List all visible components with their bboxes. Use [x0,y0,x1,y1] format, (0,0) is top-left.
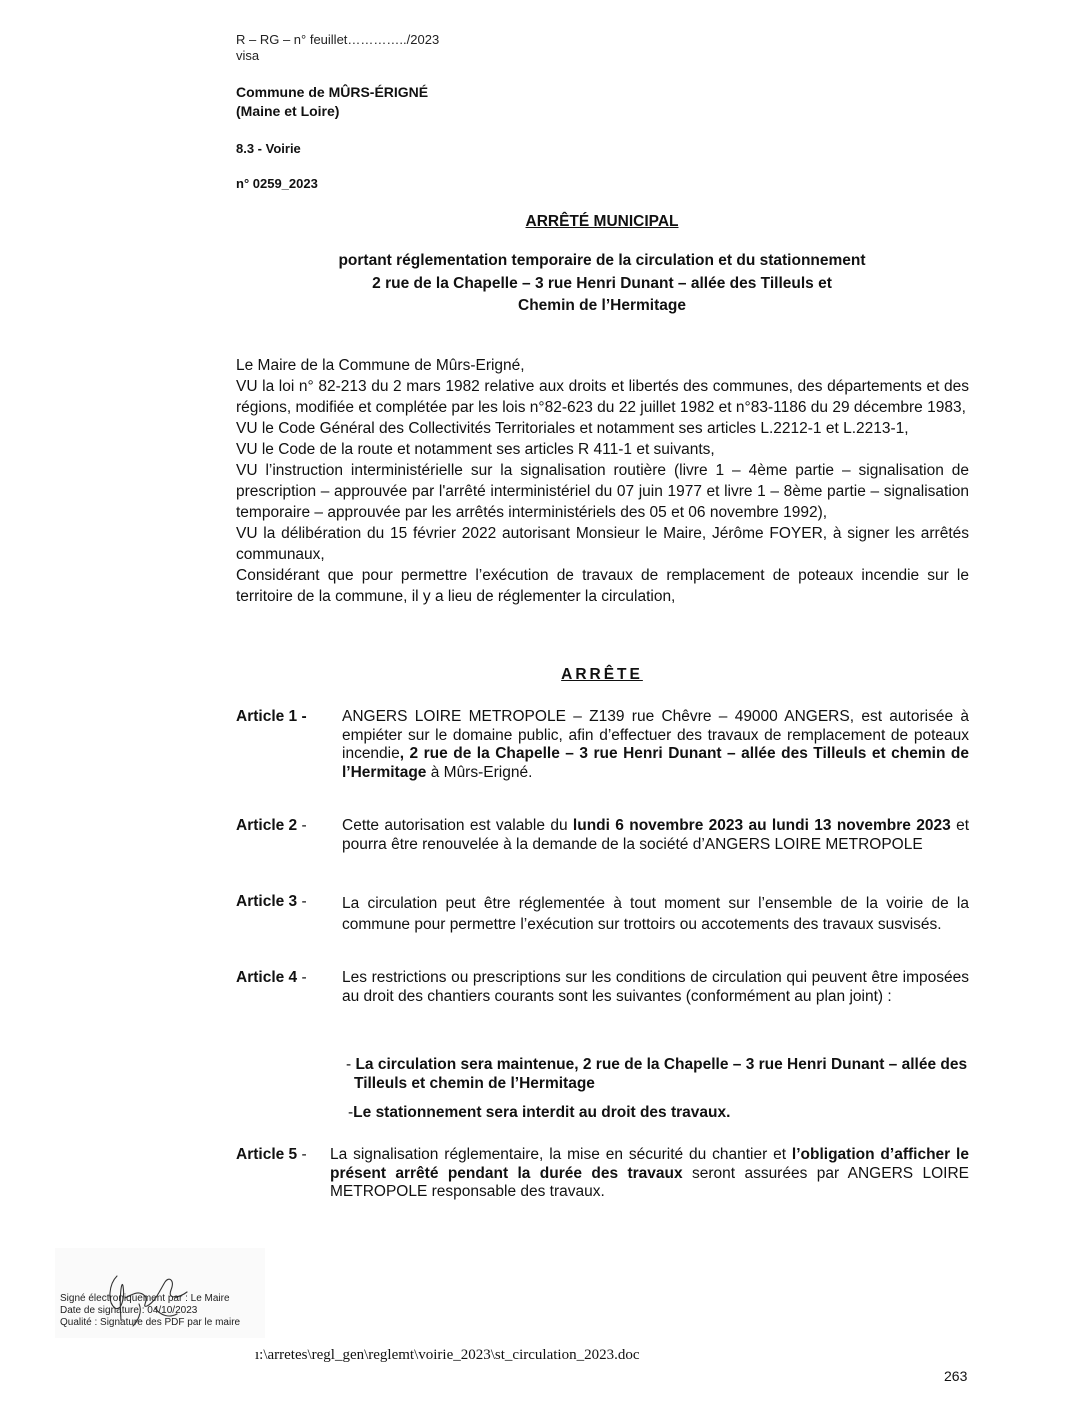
preamble-paragraph: Considérant que pour permettre l’exécution de travaux de remplacement de poteaux incendie sur le territoire de la commune, il y a lieu de réglementer la circulation, [236,567,969,605]
article-4-bullet-2 [348,1104,968,1123]
article-label-dash: - [297,708,307,725]
article-label-text: Article 2 [236,817,298,834]
preamble-paragraph: VU la délibération du 15 février 2022 autorisant Monsieur le Maire, Jérôme FOYER, à signer les arrêtés communaux, [236,525,969,563]
article-3-label [236,893,307,911]
department-name: (Maine et Loire) [236,103,340,119]
subtitle-line: portant réglementation temporaire de la circulation et du stationnement [338,252,866,269]
document-subtitle [282,250,922,318]
article-text-part: La signalisation réglementaire, la mise en sécurité du chantier et [330,1146,792,1163]
article-5-text [330,1146,969,1202]
bullet-text: La circulation sera maintenue, 2 rue de la Chapelle – 3 rue Henri Dunant – allée des Tilleuls et chemin de l’Hermitage [354,1056,968,1092]
signature-line: Signé électroniquement par : Le Maire [60,1293,230,1304]
reference-line: R – RG – n° feuillet…………../2023 [236,32,440,47]
preamble-paragraph: VU le Code de la route et notamment ses articles R 411-1 et suivants, [236,441,715,458]
bullet-prefix: - [348,1104,354,1121]
article-text-part: Cette autorisation est valable du [342,817,573,834]
article-label-text: Article 4 [236,969,298,986]
article-4-bullet-1 [346,1056,970,1093]
article-label-dash: - [297,969,307,986]
article-text-part: seront assurées par ANGERS LOIRE METROPOLE responsable des travaux. [330,1164,969,1200]
category-label: 8.3 - Voirie [236,141,301,156]
preamble-paragraph: VU le Code Général des Collectivités Territoriales et notamment ses articles L.2212-1 et L.2213-1, [236,420,909,437]
article-label-dash: - [297,817,307,834]
document-title: ARRÊTÉ MUNICIPAL [525,213,679,230]
article-text-bold: lundi 6 novembre 2023 au lundi 13 novembre 2023 [572,817,951,834]
preamble-paragraph: VU l’instruction interministérielle sur la signalisation routière (livre 1 – 4ème partie – signalisation de prescription – approuvée par l'arrêté interministériel du 07 juin 1977 et livre 1 – 8ème partie – signalisation temporaire – approuvée par les arrêtés interministériels des 05 et 06 novembre 1992), [236,462,969,521]
commune-name: Commune de MÛRS-ÉRIGNÉ [236,84,429,100]
visa-label: visa [236,48,260,63]
article-label-text: Article 3 [236,893,298,910]
footer-file-path: ı:\arretes\regl_gen\reglemt\voirie_2023\st_circulation_2023.doc [255,1347,640,1363]
article-1-label [236,708,307,726]
article-text-part: et pourra être renouvelée à la demande de la société d’ANGERS LOIRE METROPOLE [342,817,970,853]
preamble [236,355,969,607]
article-5-label [236,1146,307,1164]
article-text-bold: , 2 rue de la Chapelle – 3 rue Henri Dunant – allée des Tilleuls et chemin de l’Hermitage [342,745,969,781]
article-2-text [342,817,969,854]
article-4-label [236,969,307,987]
bullet-text: Le stationnement sera interdit au droit des travaux. [353,1104,731,1121]
page-number: 263 [944,1368,968,1384]
signature-line: Qualité : Signature des PDF par le maire [60,1317,241,1328]
decree-number: n° 0259_2023 [236,176,318,191]
bullet-prefix: - [346,1056,356,1073]
article-text-part: ANGERS LOIRE METROPOLE – Z139 rue Chêvre – 49000 ANGERS, est autorisée à empiéter sur le domaine public, afin d’effectuer des travaux de remplacement de poteaux incendie [342,708,969,762]
article-label-text: Article 5 [236,1146,298,1163]
article-label-dash: - [297,1146,307,1163]
arrete-heading: ARRÊTE [561,666,643,683]
article-label-dash: - [297,893,307,910]
preamble-paragraph: VU la loi n° 82-213 du 2 mars 1982 relative aux droits et libertés des communes, des départements et des régions, modifiée et complétée par les lois n°82-623 du 22 juillet 1982 et n°83-1186 du 29 décembre 1983, [236,378,969,416]
preamble-paragraph: Le Maire de la Commune de Mûrs-Erigné, [236,357,525,374]
article-4-text: Les restrictions ou prescriptions sur les conditions de circulation qui peuvent être imposées au droit des chantiers courants sont les suivantes (conformément au plan joint) : [342,969,969,1005]
article-2-label [236,817,307,835]
article-3-text: La circulation peut être réglementée à tout moment sur l’ensemble de la voirie de la commune pour permettre l’exécution sur trottoirs ou accotements des travaux susvisés. [342,895,969,933]
article-label-text: Article 1 [236,708,298,725]
signature-line: Date de signature : 04/10/2023 [60,1305,198,1316]
article-text-bold: l’obligation d’afficher le présent arrêté pendant la durée des travaux [330,1146,969,1182]
subtitle-line: Chemin de l’Hermitage [518,297,686,314]
article-1-text [342,708,969,782]
signature-info [60,1293,240,1329]
subtitle-line: 2 rue de la Chapelle – 3 rue Henri Dunant – allée des Tilleuls et [372,274,832,292]
article-text-part: à Mûrs-Erigné. [426,763,533,781]
